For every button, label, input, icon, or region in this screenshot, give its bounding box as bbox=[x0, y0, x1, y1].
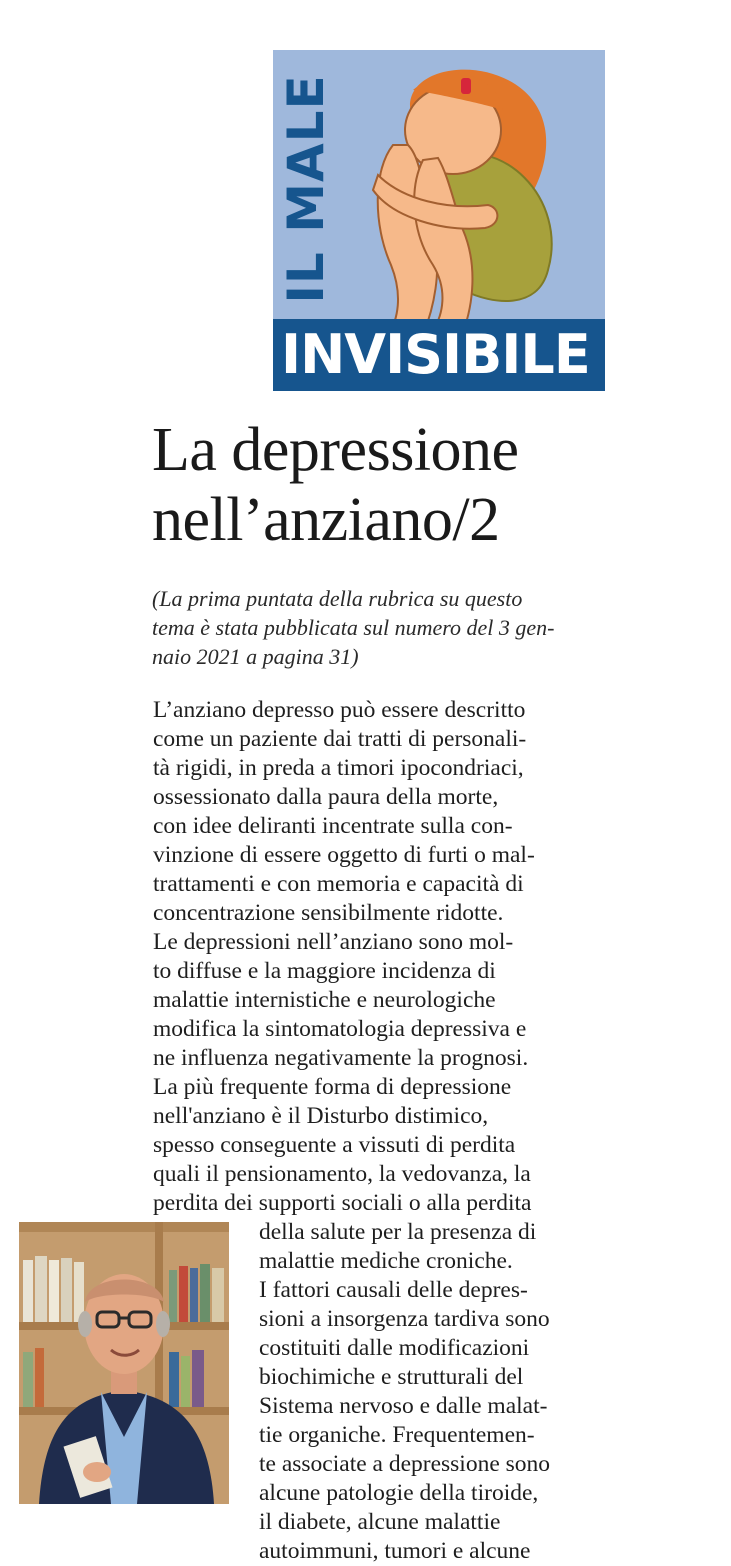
body-line: costituiti dalle modificazioni bbox=[259, 1335, 530, 1361]
body-line: vinzione di essere oggetto di furti o mal- bbox=[153, 842, 535, 868]
body-line: Le depressioni nell’anziano sono mol- bbox=[153, 929, 514, 955]
body-line: te associate a depressione sono bbox=[259, 1451, 551, 1477]
author-portrait-illustration bbox=[19, 1222, 229, 1504]
subtitle-line: tema è stata pubblicata sul numero del 3 gen- bbox=[152, 615, 555, 640]
title-line: nell’anziano/2 bbox=[152, 486, 500, 554]
body-line: La più frequente forma di depressione bbox=[153, 1074, 512, 1100]
title-line: La depressione bbox=[152, 416, 519, 484]
body-line: to diffuse e la maggiore incidenza di bbox=[153, 958, 496, 984]
body-line: autoimmuni, tumori e alcune bbox=[259, 1538, 531, 1564]
body-line: L’anziano depresso può essere descritto bbox=[153, 697, 526, 723]
body-line: della salute per la presenza di bbox=[259, 1219, 537, 1245]
column-logo bbox=[273, 50, 605, 391]
subtitle-line: (La prima puntata della rubrica su questo bbox=[152, 586, 523, 611]
body-line: ossessionato dalla paura della morte, bbox=[153, 784, 499, 810]
body-line: il diabete, alcune malattie bbox=[259, 1509, 501, 1535]
body-line: tà rigidi, in preda a timori ipocondriaci, bbox=[153, 755, 524, 781]
logo-band bbox=[273, 319, 605, 391]
article-title bbox=[152, 415, 622, 555]
body-line: sioni a insorgenza tardiva sono bbox=[259, 1306, 550, 1332]
body-line: alcune patologie della tiroide, bbox=[259, 1480, 539, 1506]
body-line: nell'anziano è il Disturbo distimico, bbox=[153, 1103, 489, 1129]
body-line: come un paziente dai tratti di personali- bbox=[153, 726, 527, 752]
logo-vertical-text: IL MALE bbox=[277, 74, 335, 304]
logo-band-text: INVISIBILE bbox=[281, 323, 590, 386]
body-line: modifica la sintomatologia depressiva e bbox=[153, 1016, 527, 1042]
body-line: concentrazione sensibilmente ridotte. bbox=[153, 900, 504, 926]
body-line: I fattori causali delle depres- bbox=[259, 1277, 528, 1303]
body-line: tie organiche. Frequentemen- bbox=[259, 1422, 535, 1448]
body-line: quali il pensionamento, la vedovanza, la bbox=[153, 1161, 531, 1187]
body-line: con idee deliranti incentrate sulla con- bbox=[153, 813, 513, 839]
author-photo bbox=[19, 1222, 229, 1504]
body-line: Sistema nervoso e dalle malat- bbox=[259, 1393, 548, 1419]
article-subtitle bbox=[152, 584, 612, 671]
body-line: trattamenti e con memoria e capacità di bbox=[153, 871, 524, 897]
body-line: malattie mediche croniche. bbox=[259, 1248, 513, 1274]
body-line: biochimiche e strutturali del bbox=[259, 1364, 524, 1390]
body-line: ne influenza negativamente la prognosi. bbox=[153, 1045, 529, 1071]
body-line: perdita dei supporti sociali o alla perdita bbox=[153, 1190, 532, 1216]
body-line: malattie internistiche e neurologiche bbox=[153, 987, 496, 1013]
subtitle-line: naio 2021 a pagina 31) bbox=[152, 644, 359, 669]
body-line: spesso conseguente a vissuti di perdita bbox=[153, 1132, 516, 1158]
